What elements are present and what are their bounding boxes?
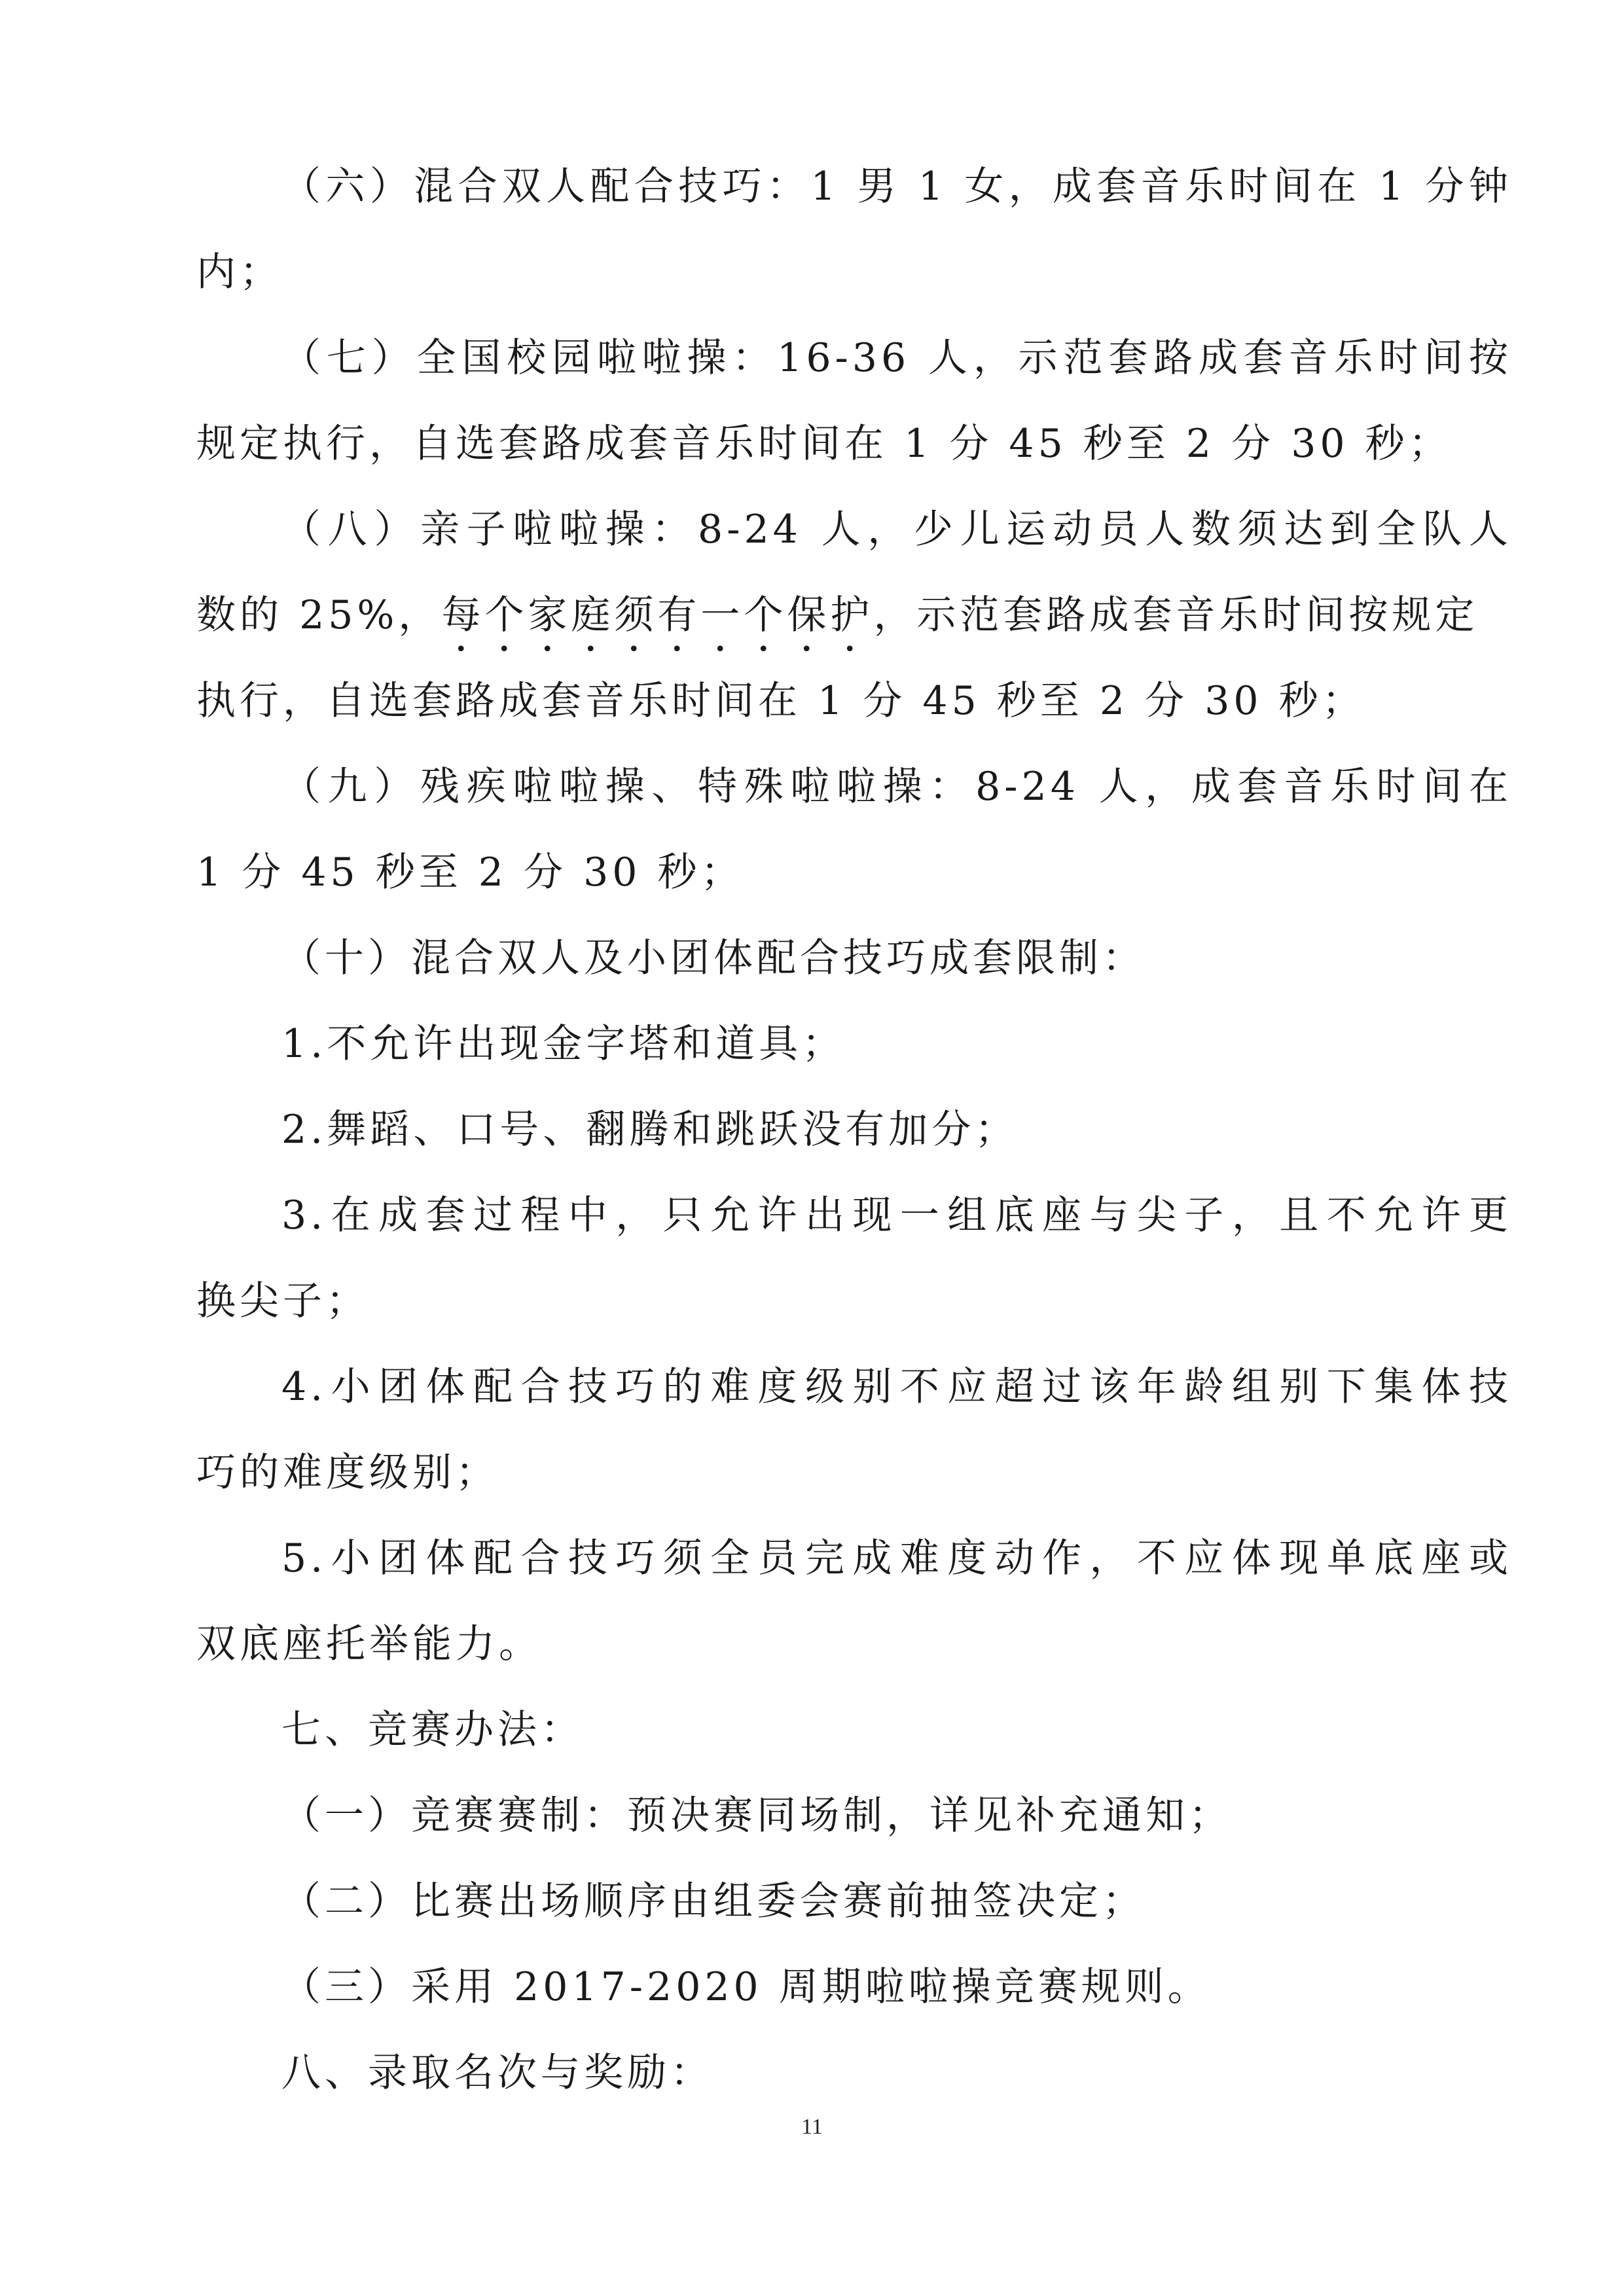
line-segment: 数的 25%， <box>196 592 442 638</box>
paragraph-line: （八）亲子啦啦操：8-24 人，少儿运动员人数须达到全队人 <box>281 507 1512 552</box>
list-item: 2.舞蹈、口号、翻腾和跳跃没有加分； <box>281 1107 1019 1153</box>
paragraph-line: 1 分 45 秒至 2 分 30 秒； <box>196 850 744 895</box>
emphasized-text: 每个家庭须有一个保护 <box>441 592 874 638</box>
paragraph-line: 换尖子； <box>196 1278 369 1324</box>
paragraph-line: （三）采用 2017-2020 周期啦啦操竞赛规则。 <box>281 1964 1211 2010</box>
paragraph-line: 巧的难度级别； <box>196 1450 499 1496</box>
paragraph-line: 规定执行，自选套路成套音乐时间在 1 分 45 秒至 2 分 30 秒； <box>196 421 1452 467</box>
list-item: 5.小团体配合技巧须全员完成难度动作，不应体现单底座或 <box>281 1535 1512 1581</box>
paragraph-line: （二）比赛出场顺序由组委会赛前抽签决定； <box>281 1878 1146 1924</box>
page-number: 11 <box>801 2115 823 2139</box>
section-heading: 八、录取名次与奖励： <box>281 2050 713 2096</box>
paragraph-line: （一）竞赛赛制：预决赛同场制，详见补充通知； <box>281 1793 1232 1839</box>
line-segment: ，示范套路成套音乐时间按规定 <box>873 592 1479 638</box>
paragraph-line: （十）混合双人及小团体配合技巧成套限制： <box>281 935 1146 981</box>
paragraph-line-emphasis <box>196 589 1479 661</box>
paragraph-line: （六）混合双人配合技巧：1 男 1 女，成套音乐时间在 1 分钟 <box>281 164 1512 209</box>
section-heading: 七、竞赛办法： <box>281 1707 584 1753</box>
paragraph-line: （七）全国校园啦啦操：16-36 人，示范套路成套音乐时间按 <box>281 335 1512 381</box>
paragraph-line: （九）残疾啦啦操、特殊啦啦操：8-24 人，成套音乐时间在 <box>281 764 1512 810</box>
list-item: 1.不允许出现金字塔和道具； <box>281 1021 846 1067</box>
paragraph-line: 执行，自选套路成套音乐时间在 1 分 45 秒至 2 分 30 秒； <box>196 678 1365 724</box>
list-item: 4.小团体配合技巧的难度级别不应超过该年龄组别下集体技 <box>281 1364 1512 1410</box>
paragraph-line: 内； <box>196 249 283 295</box>
paragraph-line: 双底座托举能力。 <box>196 1621 542 1667</box>
list-item: 3.在成套过程中，只允许出现一组底座与尖子，且不允许更 <box>281 1193 1512 1238</box>
